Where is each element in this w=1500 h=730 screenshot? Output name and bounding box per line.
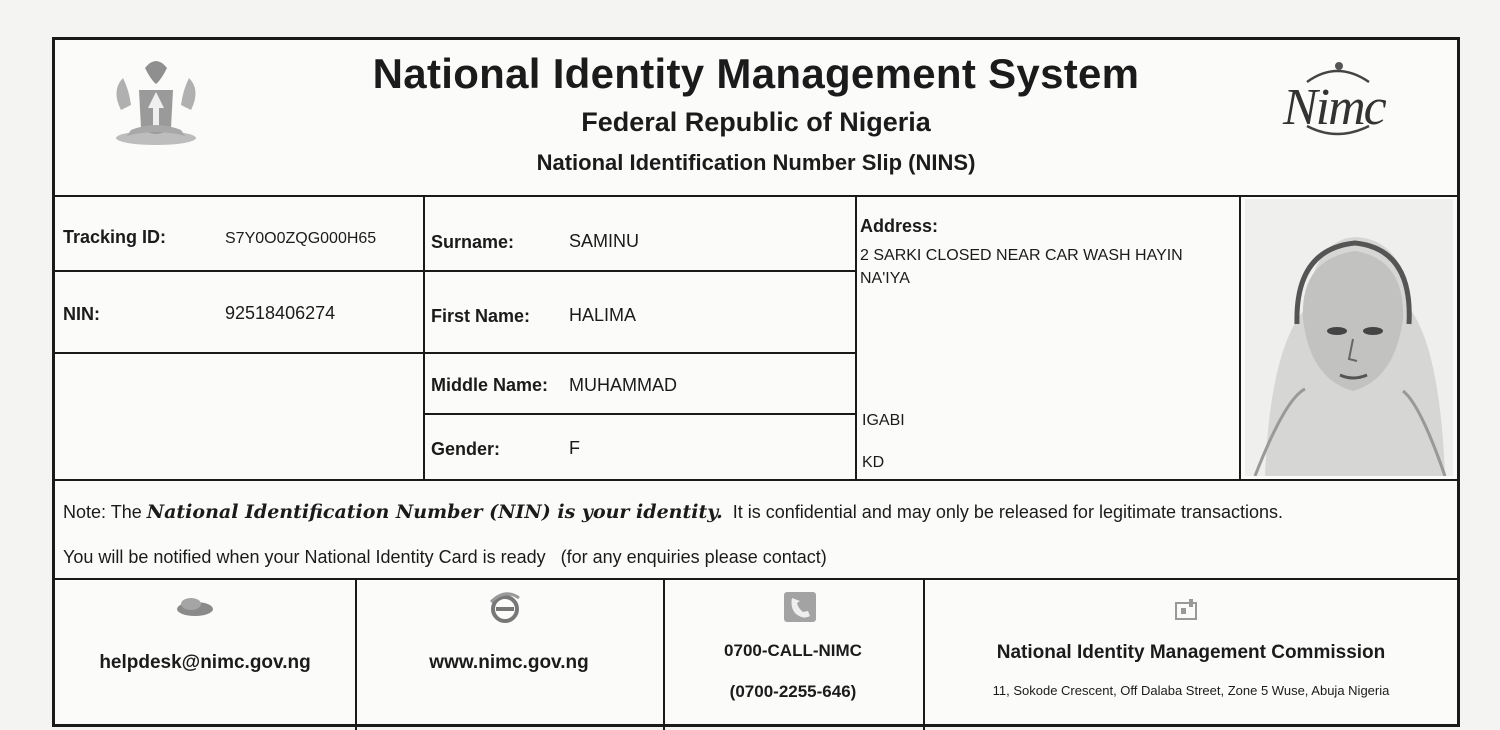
org-address: 11, Sokode Crescent, Off Dalaba Street, Zone 5 Wuse, Abuja Nigeria [992,683,1390,698]
address-lga: IGABI [862,412,905,429]
holder-photo [1245,199,1453,476]
note-suffix: It is confidential and may only be released for legitimate transactions. [732,502,1284,522]
nin-value: 92518406274 [225,303,336,323]
note-prefix: Note: The [63,502,147,522]
nimc-logo [1277,52,1397,140]
note-line-2: You will be notified when your National Identity Card is ready (for any enquiries please contact) [63,547,827,567]
gender-value: F [569,438,580,458]
middle-name-label: Middle Name: [431,375,549,395]
building-icon [1172,595,1200,621]
website-link[interactable]: www.nimc.gov.ng [429,652,589,673]
phone-icon [782,590,818,624]
surname-value: SAMINU [569,231,640,251]
address-state: KD [862,454,885,471]
country-subtitle: Federal Republic of Nigeria [581,107,931,137]
phone-text: 0700-CALL-NIMC [724,641,862,660]
first-name-label: First Name: [431,306,531,326]
page-title: National Identity Management System [372,50,1140,97]
tracking-id-label: Tracking ID: [63,227,167,247]
phone-number[interactable]: (0700-2255-646) [729,682,857,701]
email-link[interactable]: helpdesk@nimc.gov.ng [99,652,311,673]
email-icon [173,595,217,619]
note-line-1 [63,501,1283,523]
address-line-1: 2 SARKI CLOSED NEAR CAR WASH HAYIN [860,247,1183,264]
nin-slip [52,37,1460,727]
surname-label: Surname: [431,232,515,252]
nimc-logo-text: Nimc [1283,79,1385,136]
note-emphasis: National Identification Number (NIN) is your identity. [146,501,723,523]
tracking-id-value: S7Y0O0ZQG000H65 [225,230,377,247]
address-line-2: NA'IYA [860,270,910,287]
gender-label: Gender: [431,439,501,459]
middle-name-value: MUHAMMAD [569,375,677,395]
first-name-value: HALIMA [569,305,637,325]
slip-title: National Identification Number Slip (NINS) [536,150,976,175]
nin-label: NIN: [63,304,100,324]
internet-explorer-icon [487,590,523,626]
address-label: Address: [860,216,939,236]
org-name: National Identity Management Commission [996,642,1386,663]
